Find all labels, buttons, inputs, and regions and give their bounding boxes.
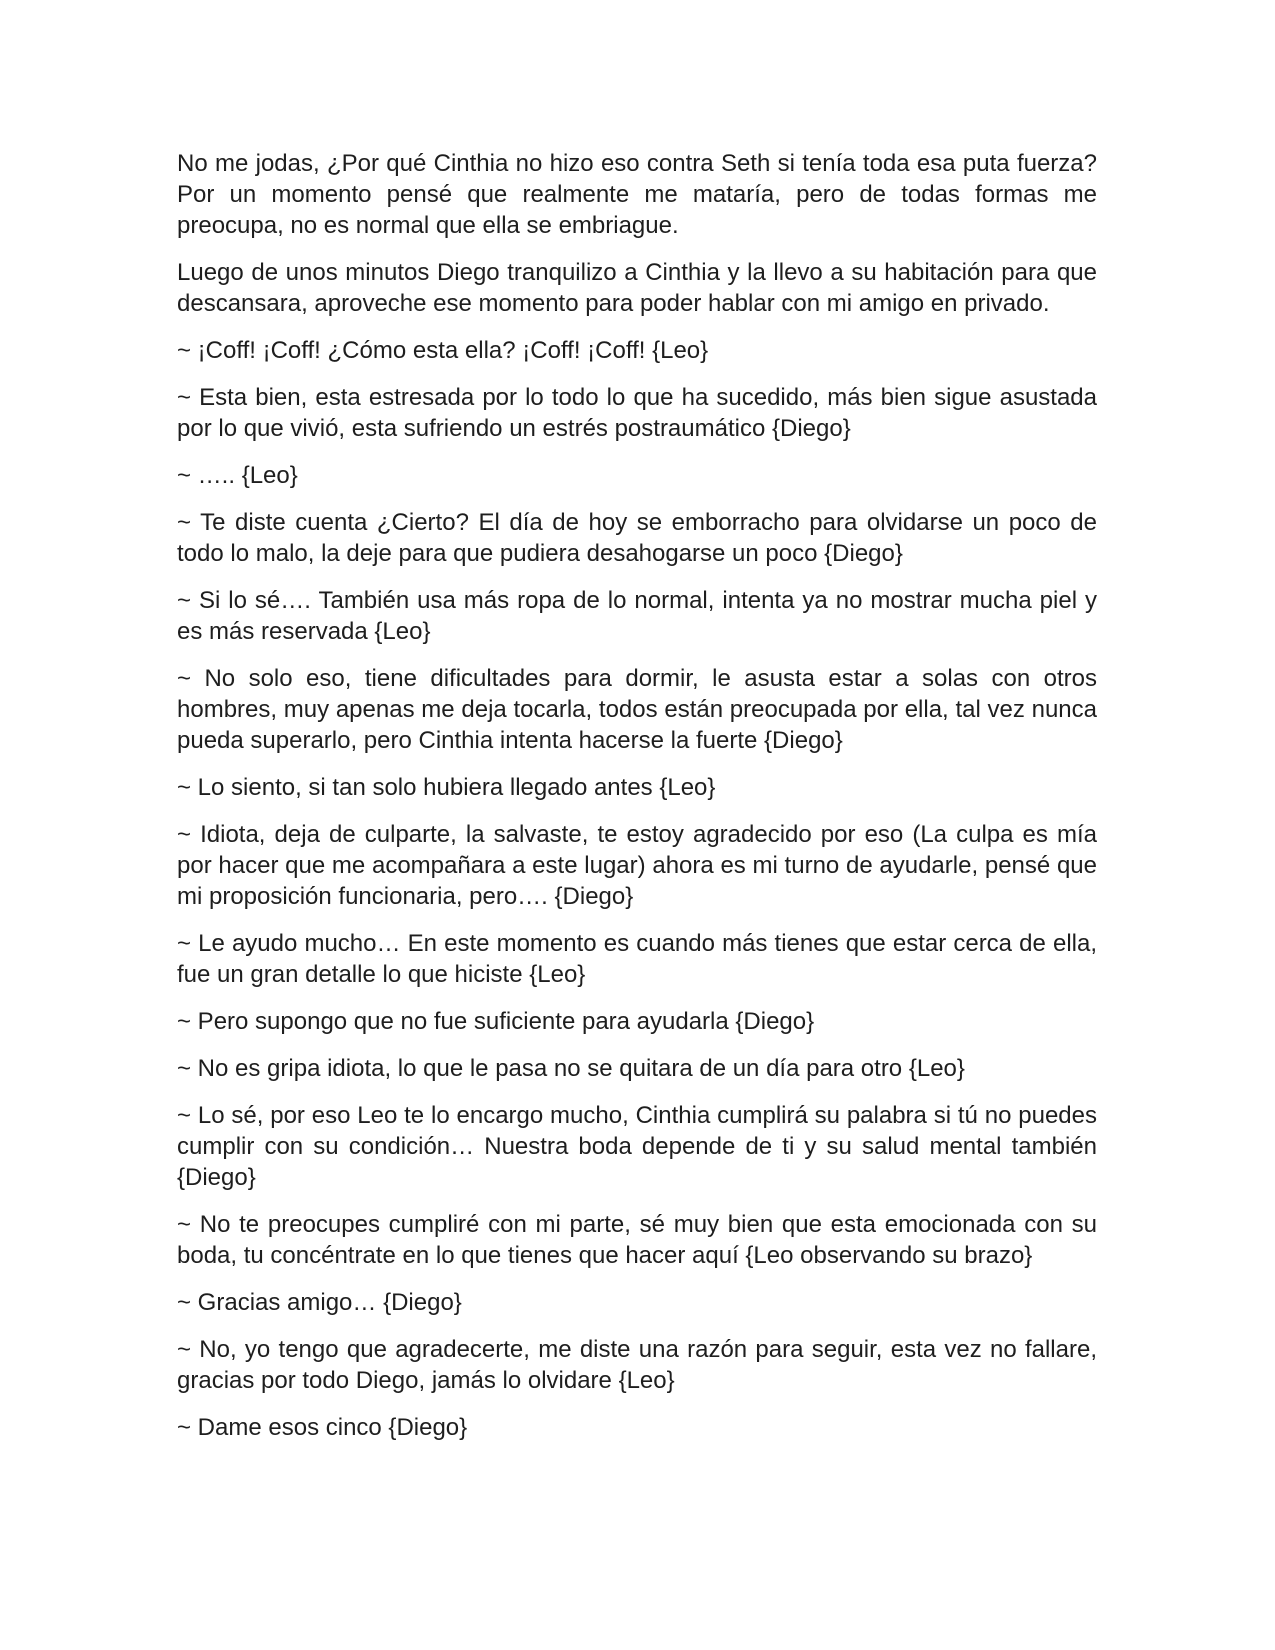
- dialogue-line: ~ ….. {Leo}: [177, 462, 298, 489]
- dialogue-line: ~ Pero supongo que no fue suficiente para ayudarla {Diego}: [177, 1008, 815, 1035]
- dialogue-line: ~ Idiota, deja de culparte, la salvaste, te estoy agradecido por eso (La culpa es mía por hacer que me acompañara a este lugar) ahora es mi turno de ayudarle, pensé que mi proposición funcionaria, pero…. {Diego}: [177, 821, 1097, 910]
- dialogue-line: ~ Le ayudo mucho… En este momento es cuando más tienes que estar cerca de ella, fue un gran detalle lo que hiciste {Leo}: [177, 930, 1097, 988]
- dialogue-line: ~ No, yo tengo que agradecerte, me diste una razón para seguir, esta vez no fallare, gracias por todo Diego, jamás lo olvidare {Leo}: [177, 1336, 1097, 1394]
- document-page: [177, 148, 1097, 1459]
- dialogue-line: ~ Te diste cuenta ¿Cierto? El día de hoy se emborracho para olvidarse un poco de todo lo malo, la deje para que pudiera desahogarse un poco {Diego}: [177, 509, 1097, 567]
- dialogue-line: ~ Esta bien, esta estresada por lo todo lo que ha sucedido, más bien sigue asustada por lo que vivió, esta sufriendo un estrés postraumático {Diego}: [177, 384, 1097, 442]
- dialogue-line: ~ No solo eso, tiene dificultades para dormir, le asusta estar a solas con otros hombres, muy apenas me deja tocarla, todos están preocupada por ella, tal vez nunca pueda superarlo, pero Cinthia intenta hacerse la fuerte {Diego}: [177, 665, 1097, 754]
- dialogue-line: ~ Gracias amigo… {Diego}: [177, 1289, 462, 1316]
- dialogue-line: ~ Si lo sé…. También usa más ropa de lo normal, intenta ya no mostrar mucha piel y es más reservada {Leo}: [177, 587, 1097, 645]
- dialogue-line: ~ Lo sé, por eso Leo te lo encargo mucho, Cinthia cumplirá su palabra si tú no puedes cumplir con su condición… Nuestra boda depende de ti y su salud mental también {Diego}: [177, 1102, 1097, 1191]
- dialogue-line: ~ ¡Coff! ¡Coff! ¿Cómo esta ella? ¡Coff! ¡Coff! {Leo}: [177, 337, 709, 364]
- dialogue-line: ~ No es gripa idiota, lo que le pasa no se quitara de un día para otro {Leo}: [177, 1055, 965, 1082]
- dialogue-line: ~ Lo siento, si tan solo hubiera llegado antes {Leo}: [177, 774, 716, 801]
- paragraph: Luego de unos minutos Diego tranquilizo a Cinthia y la llevo a su habitación para que descansara, aproveche ese momento para poder hablar con mi amigo en privado.: [177, 259, 1097, 317]
- dialogue-line: ~ Dame esos cinco {Diego}: [177, 1414, 468, 1441]
- dialogue-line: ~ No te preocupes cumpliré con mi parte, sé muy bien que esta emocionada con su boda, tu concéntrate en lo que tienes que hacer aquí {Leo observando su brazo}: [177, 1211, 1097, 1269]
- paragraph: No me jodas, ¿Por qué Cinthia no hizo eso contra Seth si tenía toda esa puta fuerza? Por un momento pensé que realmente me mataría, pero de todas formas me preocupa, no es normal que ella se embriague.: [177, 150, 1097, 239]
